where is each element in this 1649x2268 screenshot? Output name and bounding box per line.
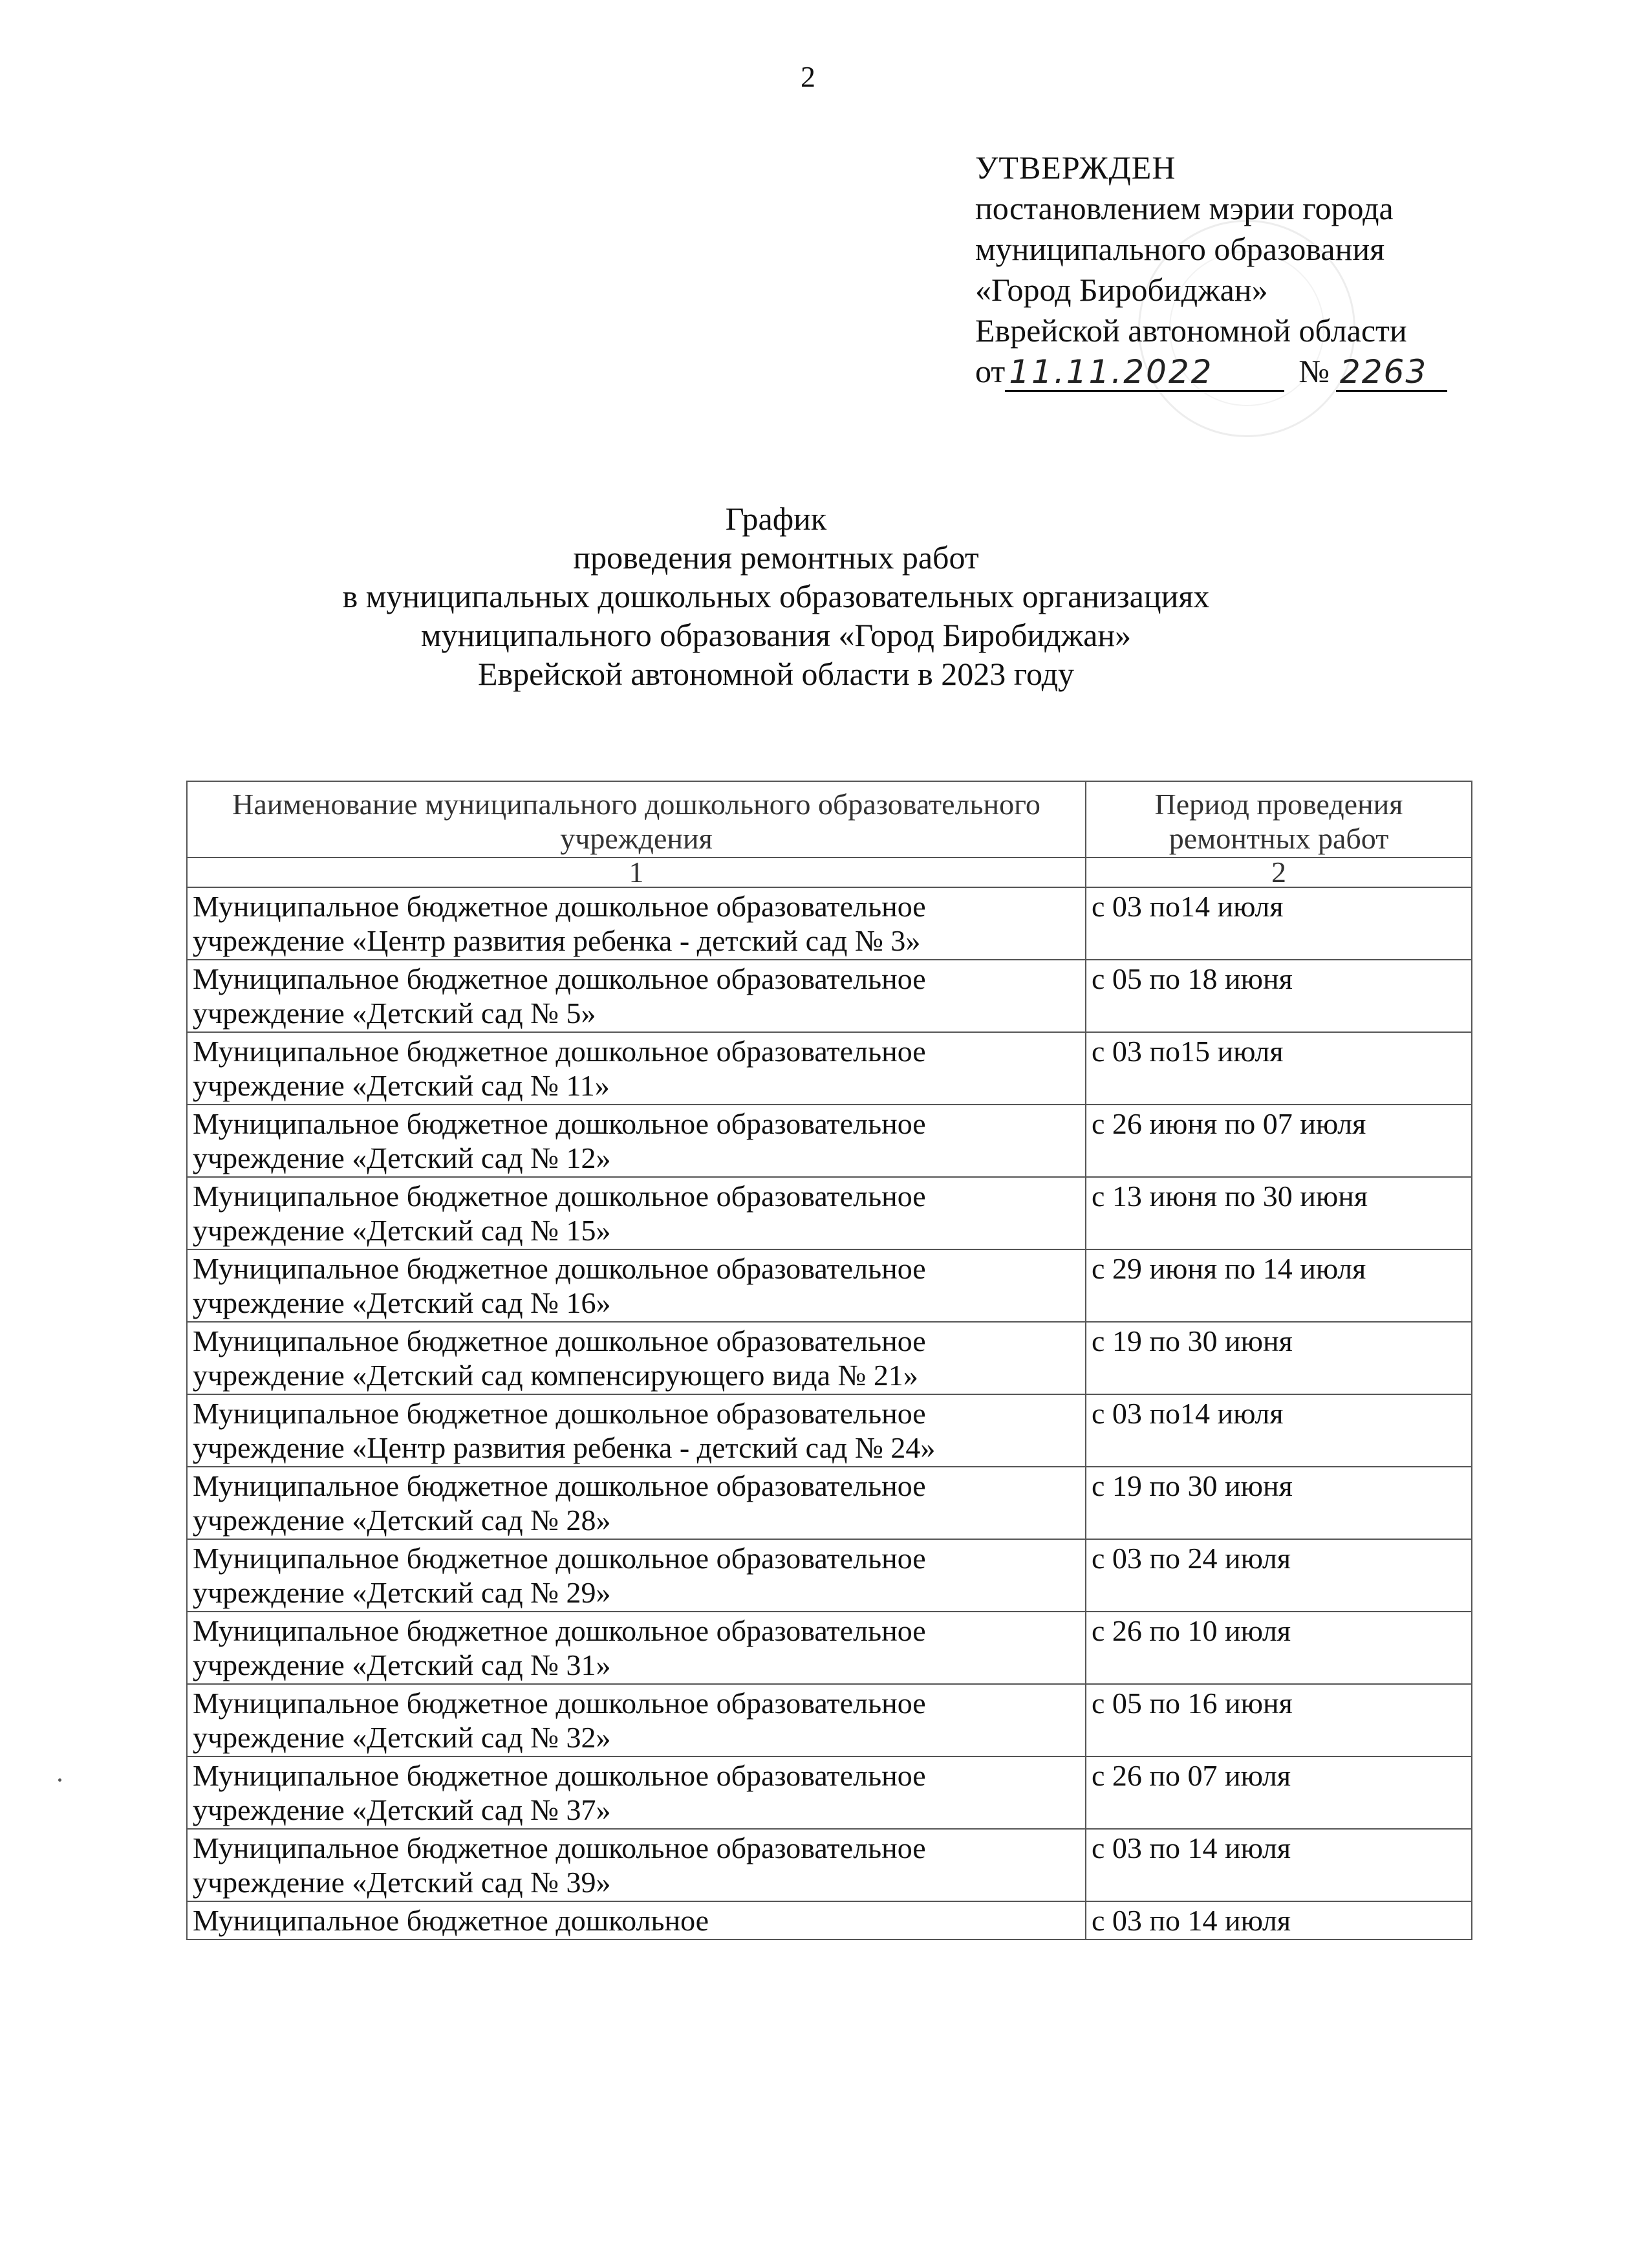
- table-row: [187, 1756, 1472, 1829]
- institution-name: Муниципальное бюджетное дошкольное образовательное учреждение «Детский сад № 12»: [187, 1105, 1086, 1177]
- approval-heading: УТВЕРЖДЕН: [975, 149, 1176, 186]
- number-sign: №: [1299, 353, 1330, 389]
- column-number-row: [187, 858, 1472, 887]
- approval-line: «Город Биробиджан»: [975, 272, 1268, 308]
- column-number: 1: [187, 858, 1086, 887]
- institution-name: Муниципальное бюджетное дошкольное образовательное учреждение «Детский сад № 15»: [187, 1177, 1086, 1249]
- approval-line: муниципального образования: [975, 231, 1385, 267]
- approval-line: Еврейской автономной области: [975, 312, 1407, 349]
- institution-name: Муниципальное бюджетное дошкольное образовательное учреждение «Детский сад № 5»: [187, 960, 1086, 1032]
- repair-period: с 03 по 14 июля: [1086, 1901, 1472, 1939]
- table-row: [187, 1612, 1472, 1684]
- table-row: [187, 1032, 1472, 1105]
- table-row: [187, 1394, 1472, 1467]
- table-row: [187, 1322, 1472, 1394]
- approval-line: постановлением мэрии города: [975, 190, 1394, 226]
- institution-name: Муниципальное бюджетное дошкольное образовательное учреждение «Детский сад № 32»: [187, 1684, 1086, 1756]
- table-row: [187, 1829, 1472, 1901]
- repair-period: с 19 по 30 июня: [1086, 1322, 1472, 1394]
- institution-name: Муниципальное бюджетное дошкольное: [187, 1901, 1086, 1939]
- date-prefix: от: [975, 353, 1006, 389]
- header-row: [187, 781, 1472, 858]
- institution-name: Муниципальное бюджетное дошкольное образовательное учреждение «Центр развития ребенка - детский сад № 24»: [187, 1394, 1086, 1467]
- repair-period: с 26 июня по 07 июля: [1086, 1105, 1472, 1177]
- table-row: [187, 1539, 1472, 1612]
- table-row: [187, 887, 1472, 960]
- title-line: проведения ремонтных работ: [573, 539, 979, 576]
- document-title: [0, 499, 1552, 693]
- handwritten-number: 2263: [1336, 354, 1447, 392]
- institution-name: Муниципальное бюджетное дошкольное образовательное учреждение «Детский сад № 39»: [187, 1829, 1086, 1901]
- institution-name: Муниципальное бюджетное дошкольное образовательное учреждение «Детский сад компенсирующего вида № 21»: [187, 1322, 1086, 1394]
- institution-name: Муниципальное бюджетное дошкольное образовательное учреждение «Детский сад № 29»: [187, 1539, 1086, 1612]
- repair-period: с 03 по 24 июля: [1086, 1539, 1472, 1612]
- repair-period: с 19 по 30 июня: [1086, 1467, 1472, 1539]
- repair-period: с 26 по 07 июля: [1086, 1756, 1472, 1829]
- repair-period: с 05 по 18 июня: [1086, 960, 1472, 1032]
- table-row: [187, 1684, 1472, 1756]
- table-row: [187, 960, 1472, 1032]
- institution-name: Муниципальное бюджетное дошкольное образовательное учреждение «Детский сад № 28»: [187, 1467, 1086, 1539]
- repair-period: с 03 по15 июля: [1086, 1032, 1472, 1105]
- approval-date-line: [975, 351, 1447, 392]
- repair-period: с 13 июня по 30 июня: [1086, 1177, 1472, 1249]
- institution-name: Муниципальное бюджетное дошкольное образовательное учреждение «Детский сад № 16»: [187, 1249, 1086, 1322]
- repair-period: с 05 по 16 июня: [1086, 1684, 1472, 1756]
- title-line: График: [725, 501, 827, 537]
- institution-name: Муниципальное бюджетное дошкольное образовательное учреждение «Детский сад № 11»: [187, 1032, 1086, 1105]
- repair-period: с 29 июня по 14 июля: [1086, 1249, 1472, 1322]
- table-row: [187, 1249, 1472, 1322]
- title-line: в муниципальных дошкольных образовательных организациях: [342, 578, 1210, 614]
- table-row: [187, 1901, 1472, 1939]
- column-header-period: Период проведения ремонтных работ: [1086, 781, 1472, 858]
- repair-period: с 03 по14 июля: [1086, 887, 1472, 960]
- page-number: 2: [801, 60, 815, 93]
- repair-period: с 03 по14 июля: [1086, 1394, 1472, 1467]
- repair-period: с 26 по 10 июля: [1086, 1612, 1472, 1684]
- column-header-institution: Наименование муниципального дошкольного образовательного учреждения: [187, 781, 1086, 858]
- repair-schedule-table: [186, 781, 1472, 1940]
- institution-name: Муниципальное бюджетное дошкольное образовательное учреждение «Детский сад № 31»: [187, 1612, 1086, 1684]
- handwritten-date: 11.11.2022: [1005, 354, 1284, 392]
- title-line: муниципального образования «Город Биробиджан»: [420, 617, 1132, 653]
- scan-artifact-dot: [58, 1778, 61, 1782]
- table-row: [187, 1177, 1472, 1249]
- title-line: Еврейской автономной области в 2023 году: [477, 656, 1075, 692]
- repair-period: с 03 по 14 июля: [1086, 1829, 1472, 1901]
- table-row: [187, 1467, 1472, 1539]
- institution-name: Муниципальное бюджетное дошкольное образовательное учреждение «Центр развития ребенка - детский сад № 3»: [187, 887, 1086, 960]
- column-number: 2: [1086, 858, 1472, 887]
- approval-block: [975, 147, 1447, 392]
- table-row: [187, 1105, 1472, 1177]
- institution-name: Муниципальное бюджетное дошкольное образовательное учреждение «Детский сад № 37»: [187, 1756, 1086, 1829]
